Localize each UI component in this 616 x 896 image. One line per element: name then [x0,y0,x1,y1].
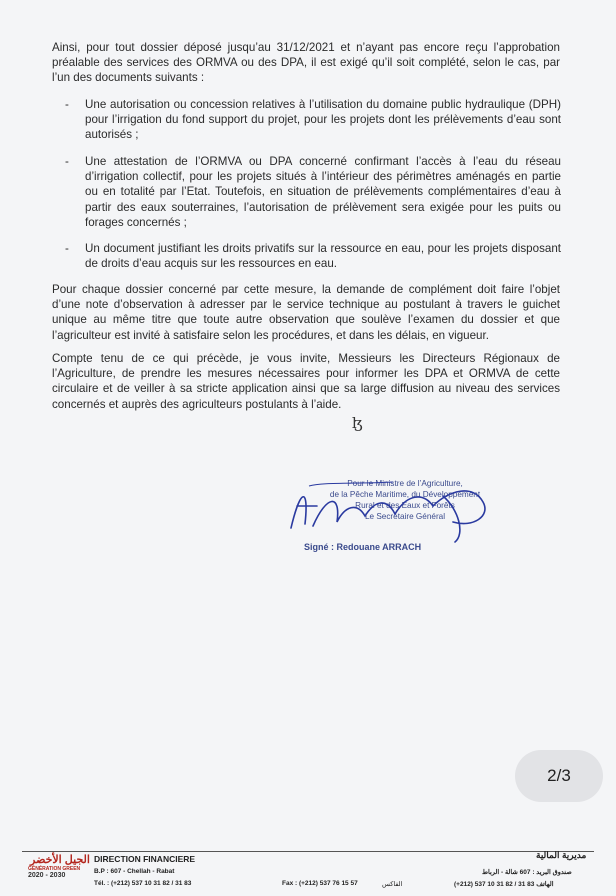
signature-line-3: Rural et des Eaux et Forêts [355,501,455,510]
signature-line-1: Pour le Ministre de l’Agriculture, [347,479,463,488]
footer-po-box-arabic: صندوق البريد : 607 شالة - الرباط [482,869,572,876]
signature-block [283,476,513,576]
footer-phone: Tél. : (+212) 537 10 31 82 / 31 83 [94,880,192,887]
bullet-text: Un document justifiant les droits privatifs sur la ressource en eau, pour les projets disposant de droits d’eau acquis sur les ressources en eau. [85,242,561,271]
bullet-dash: - [65,155,69,168]
footer-phone-arabic: (+212) 537 10 31 82 / 31 83 الهاتف [454,881,554,888]
list-item [65,97,561,143]
footer-logo-subtitle: GÉNÉRATION GREEN [28,866,81,872]
initial-mark: ɮ [352,414,363,432]
list-item [65,241,561,271]
handwritten-signature [283,476,513,546]
signature-line-2: de la Pêche Maritime, du Développement [329,490,481,499]
bullet-text: Une attestation de l’ORMVA ou DPA concerné confirmant l’accès à l’eau du réseau d’irrigation collectif, pour les projets situés à l’intérieur des périmètres aménagés en partie ou en totalité par l’Etat. Toutefois, en situation de prélèvements complémentaires d’eau à partir des eaux souterraines, l’autorisation de prélèvement sera exigée pour les puits ou forages concernés ; [85,155,561,229]
bullet-dash: - [65,242,69,255]
signed-by-label: Signé : Redouane ARRACH [304,542,422,552]
signature-line-4: Le Secrétaire Général [364,512,446,521]
bullet-text: Une autorisation ou concession relatives à l’utilisation du domaine public hydraulique (DPH) pour l’irrigation du fond support du projet, pour les projets dont les prélèvements d’eau sont autorisés ; [85,98,561,142]
footer-logo-arabic: الجيل الأخضر [30,854,90,866]
footer-divider [22,851,594,852]
footer-logo-years: 2020 - 2030 [28,872,66,879]
bullet-dash: - [65,98,69,111]
footer-fax: Fax : (+212) 537 76 15 57 [282,880,358,887]
footer-fax-arabic-label: الفاكس [382,881,403,888]
footer-department: DIRECTION FINANCIERE [94,854,196,864]
observation-paragraph: Pour chaque dossier concerné par cette mesure, la demande de complément doit faire l’objet d’une note d’observation à adresser par le service technique au postulant à travers le guichet unique au même titre que toute autre observation que soulève l’examen du dossier et que l’agriculteur est invité à satisfaire selon les procédures, et dans les délais, en vigueur. [52,283,560,342]
list-item [65,154,561,230]
footer-department-arabic: مديرية المالية [536,850,587,860]
page-indicator: 2/3 [515,750,603,802]
closing-paragraph: Compte tenu de ce qui précède, je vous invite, Messieurs les Directeurs Régionaux de l’Agriculture, de prendre les mesures nécessaires pour informer les DPA et ORMVA de cette circulaire et de veiller à sa stricte application ainsi que sa large diffusion au niveau des services concernés et auprès des agriculteurs postulants à l’aide. [52,352,560,411]
intro-paragraph: Ainsi, pour tout dossier déposé jusqu’au 31/12/2021 et n’ayant pas encore reçu l’approbation préalable des services des ORMVA ou des DPA, il est exigé qu’il soit complété, selon le cas, par l’un des documents suivants : [52,41,560,85]
footer-po-box: B.P : 607 - Chellah - Rabat [94,868,175,875]
